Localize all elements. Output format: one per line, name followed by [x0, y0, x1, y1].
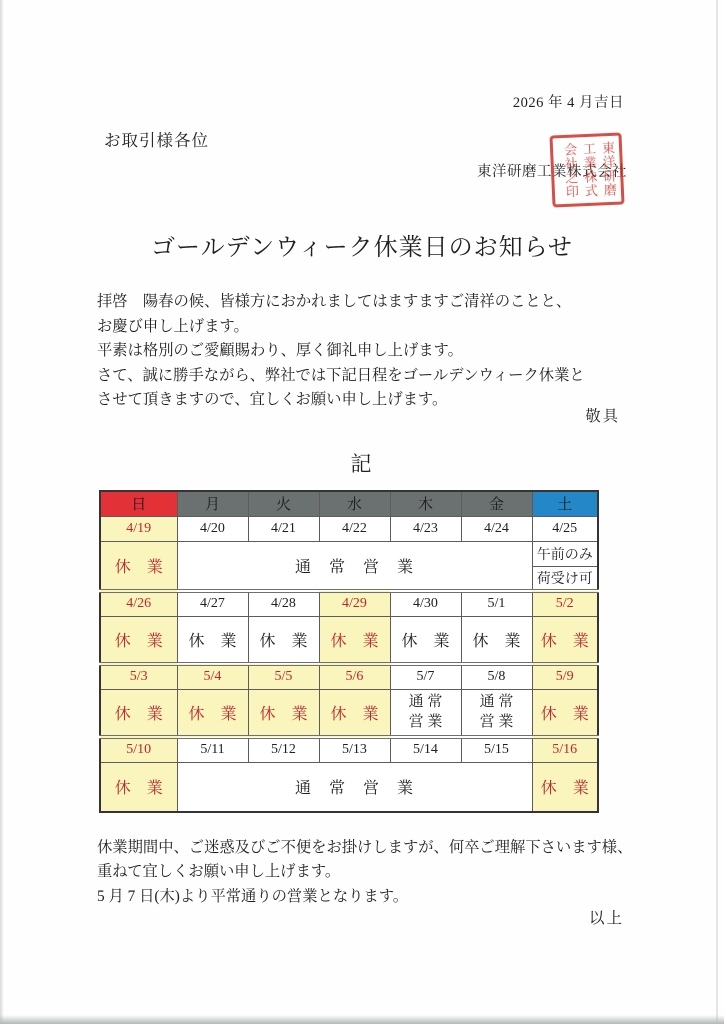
date-cell: 4/25 [532, 516, 598, 541]
status-open-line1: 通 常 [479, 694, 514, 711]
day-header-friday: 金 [461, 491, 532, 516]
week1-status-row [100, 541, 598, 566]
body-line: さて、誠に勝手ながら、弊社では下記日程をゴールデンウィーク休業と [97, 366, 585, 384]
body-line: お慶び申し上げます。 [97, 317, 249, 335]
date-cell: 5/7 [390, 664, 461, 689]
status-cell-closed: 休 業 [100, 541, 177, 591]
day-header-sunday: 日 [100, 491, 177, 516]
day-header-tuesday: 火 [248, 491, 319, 516]
status-open-line2: 営 業 [479, 714, 514, 731]
week3-date-row [100, 664, 598, 689]
date-cell: 5/13 [319, 737, 390, 762]
status-open-line2: 営 業 [408, 714, 443, 731]
status-cell-closed: 休 業 [100, 689, 177, 737]
calendar-header-row [100, 491, 598, 516]
date-cell: 4/27 [177, 591, 248, 616]
status-cell-closed: 休 業 [100, 762, 177, 812]
status-cell-open: 通 常 営 業 [177, 541, 532, 591]
footer-line: 5 月 7 日(木)より平常通りの営業となります。 [97, 887, 409, 905]
status-cell-open [461, 689, 532, 737]
day-header-monday: 月 [177, 491, 248, 516]
date-cell: 5/4 [177, 664, 248, 689]
status-cell-saturday-receiving: 荷受け可 [532, 566, 598, 591]
status-cell-closed: 休 業 [100, 616, 177, 664]
document-date: 2026 年 4 月吉日 [512, 95, 624, 111]
date-cell: 4/30 [390, 591, 461, 616]
status-open-line1: 通 常 [408, 694, 443, 711]
body-line: 拝啓 陽春の候、皆様方におかれましてはますますご清祥のことと、 [97, 293, 572, 310]
date-cell: 5/2 [532, 591, 598, 616]
date-cell: 5/14 [390, 737, 461, 762]
scan-edge-right [716, 0, 718, 1024]
company-name: 東洋研磨工業株式会社 [477, 164, 627, 180]
date-cell: 5/5 [248, 664, 319, 689]
day-header-saturday: 土 [532, 491, 598, 516]
status-cell-open [390, 689, 461, 737]
date-cell: 5/1 [461, 591, 532, 616]
week2-date-row [100, 591, 598, 616]
date-cell: 5/3 [100, 664, 177, 689]
date-cell: 4/19 [100, 516, 177, 541]
end-mark-ijou: 以上 [588, 910, 624, 927]
status-cell-closed: 休 業 [532, 689, 598, 737]
scan-edge-bottom [0, 1015, 724, 1024]
week4-status-row [100, 762, 598, 812]
closing-keigu: 敬具 [585, 408, 620, 425]
footer-line: 重ねて宜しくお願い申し上げます。 [97, 863, 341, 881]
date-cell: 4/29 [319, 591, 390, 616]
date-cell: 5/16 [532, 737, 598, 762]
status-cell-closed: 休 業 [390, 616, 461, 664]
recipient-line: お取引様各位 [104, 131, 209, 150]
status-cell-closed: 休 業 [319, 689, 390, 737]
footer-line: 休業期間中、ご迷惑及びご不便をお掛けしますが、何卒ご理解下さいます様、 [97, 839, 633, 856]
date-cell: 5/12 [248, 737, 319, 762]
status-cell-closed: 休 業 [177, 616, 248, 664]
date-cell: 5/9 [532, 664, 598, 689]
notice-footer [97, 836, 637, 909]
day-header-wednesday: 水 [319, 491, 390, 516]
holiday-calendar-table [99, 490, 599, 813]
status-cell-open: 通 常 営 業 [177, 762, 532, 812]
date-cell: 4/21 [248, 516, 319, 541]
week2-status-row [100, 616, 598, 664]
notice-body [97, 290, 637, 413]
date-cell: 4/24 [461, 516, 532, 541]
company-seal-stamp: 東洋研磨工業株式会社之印 [549, 132, 624, 207]
record-heading: 記 [350, 452, 374, 476]
day-header-thursday: 木 [390, 491, 461, 516]
status-cell-closed: 休 業 [248, 689, 319, 737]
scan-edge-left [0, 0, 4, 1024]
date-cell: 5/6 [319, 664, 390, 689]
status-cell-closed: 休 業 [248, 616, 319, 664]
status-cell-closed: 休 業 [177, 689, 248, 737]
status-cell-closed: 休 業 [461, 616, 532, 664]
week3-status-row [100, 689, 598, 737]
date-cell: 5/15 [461, 737, 532, 762]
body-line: 平素は格別のご愛顧賜わり、厚く御礼申し上げます。 [97, 342, 463, 360]
status-cell-closed: 休 業 [532, 762, 598, 812]
week1-date-row [100, 516, 598, 541]
date-cell: 4/22 [319, 516, 390, 541]
body-line: させて頂きますので、宜しくお願い申し上げます。 [97, 391, 448, 409]
notice-title: ゴールデンウィーク休業日のお知らせ [151, 235, 573, 261]
date-cell: 4/23 [390, 516, 461, 541]
date-cell: 5/8 [461, 664, 532, 689]
date-cell: 4/28 [248, 591, 319, 616]
date-cell: 5/11 [177, 737, 248, 762]
date-cell: 4/26 [100, 591, 177, 616]
status-cell-saturday-morning: 午前のみ [532, 541, 598, 566]
date-cell: 5/10 [100, 737, 177, 762]
date-cell: 4/20 [177, 516, 248, 541]
week4-date-row [100, 737, 598, 762]
status-cell-closed: 休 業 [319, 616, 390, 664]
status-cell-closed: 休 業 [532, 616, 598, 664]
